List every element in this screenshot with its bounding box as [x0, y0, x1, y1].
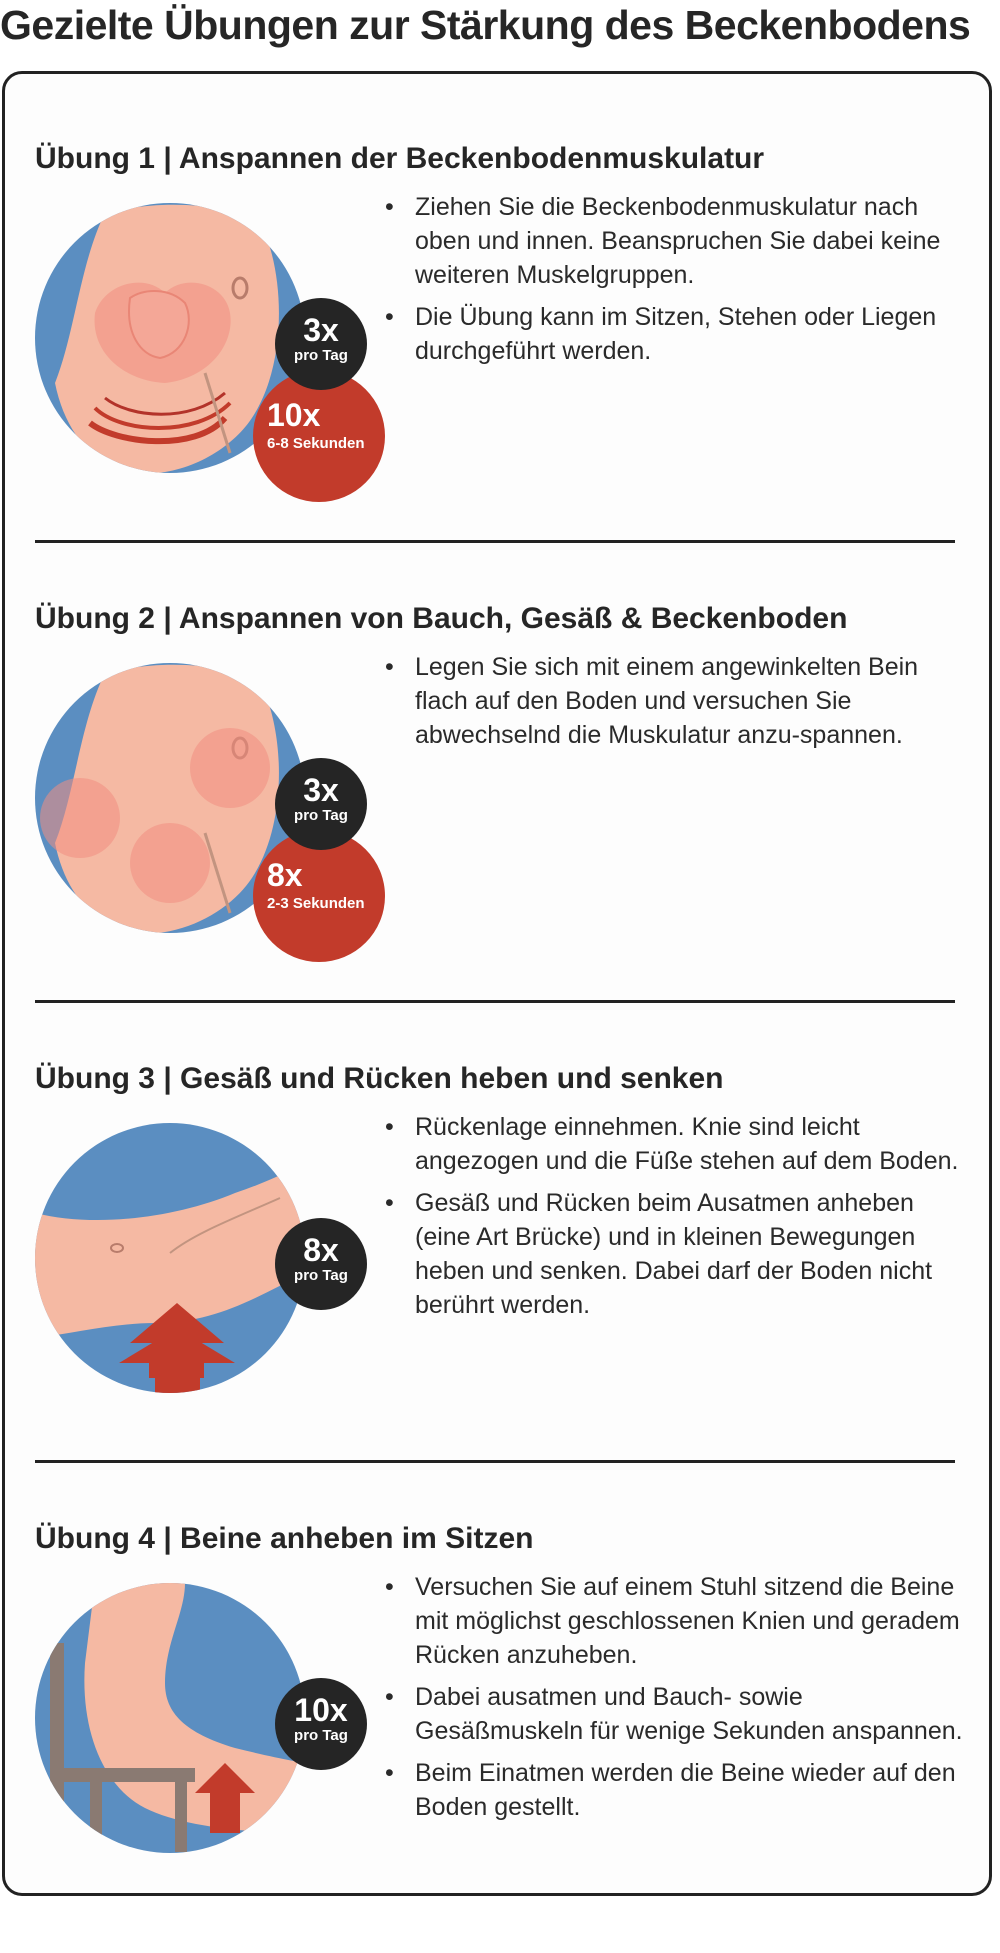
bullet-icon: •: [385, 1189, 394, 1217]
instruction-item: [385, 1186, 975, 1322]
section-divider: [35, 1460, 955, 1463]
bullet-icon: •: [385, 1683, 394, 1711]
bullet-icon: •: [385, 1759, 394, 1787]
instruction-item: [385, 300, 975, 368]
bullet-icon: •: [385, 303, 394, 331]
instruction-list: [385, 1570, 975, 1832]
exercise-2: [0, 545, 1000, 985]
instruction-item: [385, 190, 975, 292]
instruction-text: Legen Sie sich mit einem angewinkelten Bein flach auf den Boden und versuchen Sie abwechselnd die Muskulatur anzu-spannen.: [415, 653, 919, 749]
bullet-icon: •: [385, 1113, 394, 1141]
frequency-label: pro Tag: [294, 347, 348, 364]
frequency-count: 3x: [303, 772, 339, 808]
instruction-text: Die Übung kann im Sitzen, Stehen oder Liegen durchgeführt werden.: [415, 303, 937, 365]
duration-label: 6-8 Sekunden: [267, 435, 365, 452]
section-divider: [35, 540, 955, 543]
exercise-3-title: Übung 3 | Gesäß und Rücken heben und senken: [35, 1062, 724, 1095]
frequency-count: 8x: [303, 1232, 339, 1268]
bullet-icon: •: [385, 653, 394, 681]
exercise-1-title: Übung 1 | Anspannen der Beckenbodenmuskulatur: [35, 142, 765, 175]
frequency-label: pro Tag: [294, 807, 348, 824]
frequency-badge-2: [275, 758, 367, 850]
instruction-item: [385, 1110, 975, 1178]
instruction-text: Dabei ausatmen und Bauch- sowie Gesäßmuskeln für wenige Sekunden anspannen.: [415, 1683, 963, 1745]
instruction-item: [385, 1570, 975, 1672]
instruction-text: Beim Einatmen werden die Beine wieder auf den Boden gestellt.: [415, 1759, 956, 1821]
frequency-label: pro Tag: [294, 1267, 348, 1284]
frequency-badge-4: [275, 1678, 367, 1770]
exercise-2-title: Übung 2 | Anspannen von Bauch, Gesäß & Beckenboden: [35, 602, 848, 635]
exercise-4-title: Übung 4 | Beine anheben im Sitzen: [35, 1522, 534, 1555]
instruction-item: [385, 650, 975, 752]
exercise-1: [0, 85, 1000, 525]
instruction-item: [385, 1680, 975, 1748]
frequency-badge-3: [275, 1218, 367, 1310]
seated-leg-raise-icon: [35, 1583, 305, 1853]
frequency-count: 10x: [294, 1692, 348, 1728]
instruction-item: [385, 1756, 975, 1824]
instruction-list: [385, 650, 975, 760]
exercise-3: [0, 1005, 1000, 1445]
bridge-lift-icon: [35, 1123, 305, 1393]
instruction-text: Gesäß und Rücken beim Ausatmen anheben (eine Art Brücke) und in kleinen Bewegungen heben und senken. Dabei darf der Boden nicht berührt werden.: [415, 1189, 933, 1319]
page-title: Gezielte Übungen zur Stärkung des Beckenbodens: [0, 2, 971, 48]
instruction-list: [385, 190, 975, 376]
repetition-count: 10x: [267, 397, 321, 433]
exercise-4: [0, 1465, 1000, 1905]
instruction-text: Rückenlage einnehmen. Knie sind leicht angezogen und die Füße stehen auf dem Boden.: [415, 1113, 959, 1175]
instruction-list: [385, 1110, 975, 1330]
frequency-count: 3x: [303, 312, 339, 348]
instruction-text: Ziehen Sie die Beckenbodenmuskulatur nach oben und innen. Beanspruchen Sie dabei keine weiteren Muskelgruppen.: [415, 193, 941, 289]
section-divider: [35, 1000, 955, 1003]
repetition-count: 8x: [267, 857, 303, 893]
instruction-text: Versuchen Sie auf einem Stuhl sitzend die Beine mit möglichst geschlossenen Knien und geradem Rücken anzuheben.: [415, 1573, 960, 1669]
bullet-icon: •: [385, 1573, 394, 1601]
frequency-label: pro Tag: [294, 1727, 348, 1744]
duration-label: 2-3 Sekunden: [267, 895, 365, 912]
frequency-badge-1: [275, 298, 367, 390]
bullet-icon: •: [385, 193, 394, 221]
